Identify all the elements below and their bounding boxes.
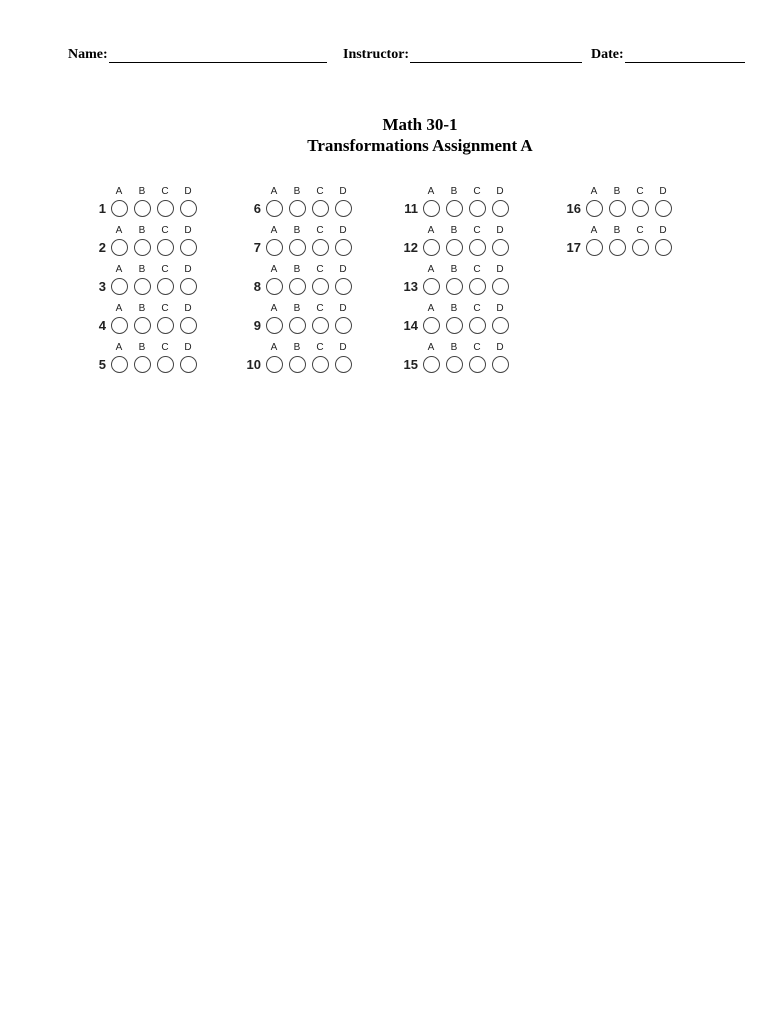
- answer-bubble-d[interactable]: [180, 317, 197, 334]
- option-letter: D: [339, 342, 347, 353]
- answer-bubble-c[interactable]: [632, 239, 649, 256]
- option-letter: A: [270, 342, 278, 353]
- option-letter: D: [659, 225, 667, 236]
- answer-bubble-c[interactable]: [312, 239, 329, 256]
- option-letter: B: [293, 186, 301, 197]
- question-number: 13: [403, 279, 418, 294]
- instructor-field: [343, 47, 582, 63]
- option-letter: C: [473, 342, 481, 353]
- course-title: Math 30-1: [382, 115, 458, 134]
- option-letter: A: [427, 264, 435, 275]
- answer-bubble-b[interactable]: [609, 200, 626, 217]
- answer-bubble-b[interactable]: [289, 278, 306, 295]
- option-letter: A: [590, 225, 598, 236]
- option-letter: A: [270, 225, 278, 236]
- option-letter: D: [184, 303, 192, 314]
- answer-bubble-b[interactable]: [609, 239, 626, 256]
- answer-bubble-a[interactable]: [266, 356, 283, 373]
- option-letter: A: [270, 186, 278, 197]
- answer-bubble-d[interactable]: [655, 200, 672, 217]
- option-letter: B: [138, 225, 146, 236]
- option-letter: A: [427, 186, 435, 197]
- answer-bubble-b[interactable]: [289, 356, 306, 373]
- answer-bubble-c[interactable]: [469, 317, 486, 334]
- option-letter: B: [293, 303, 301, 314]
- answer-bubble-b[interactable]: [446, 356, 463, 373]
- answer-bubble-c[interactable]: [469, 278, 486, 295]
- answer-bubble-a[interactable]: [423, 278, 440, 295]
- answer-bubble-d[interactable]: [492, 317, 509, 334]
- question-number: 9: [253, 318, 261, 333]
- option-letter: D: [184, 264, 192, 275]
- answer-bubble-a[interactable]: [586, 200, 603, 217]
- question-number: 6: [253, 201, 261, 216]
- option-letter: C: [161, 225, 169, 236]
- answer-bubble-c[interactable]: [157, 239, 174, 256]
- question-number: 3: [98, 279, 106, 294]
- option-letter: D: [184, 342, 192, 353]
- answer-bubble-d[interactable]: [655, 239, 672, 256]
- answer-bubble-d[interactable]: [335, 278, 352, 295]
- answer-bubble-b[interactable]: [446, 317, 463, 334]
- option-letter: A: [427, 303, 435, 314]
- answer-bubble-d[interactable]: [180, 278, 197, 295]
- answer-bubble-b[interactable]: [134, 200, 151, 217]
- option-letter: C: [316, 342, 324, 353]
- answer-bubble-d[interactable]: [180, 356, 197, 373]
- option-letter: D: [339, 264, 347, 275]
- option-letter: C: [161, 264, 169, 275]
- answer-bubble-b[interactable]: [134, 356, 151, 373]
- date-blank[interactable]: [625, 47, 745, 63]
- answer-bubble-a[interactable]: [423, 200, 440, 217]
- name-field: [68, 47, 327, 63]
- assignment-title: Transformations Assignment A: [307, 136, 533, 155]
- answer-bubble-b[interactable]: [446, 239, 463, 256]
- answer-bubble-d[interactable]: [180, 239, 197, 256]
- option-letter: A: [115, 303, 123, 314]
- answer-bubble-b[interactable]: [446, 200, 463, 217]
- option-letter: D: [339, 186, 347, 197]
- answer-bubble-a[interactable]: [266, 200, 283, 217]
- option-letter: B: [613, 225, 621, 236]
- answer-bubble-a[interactable]: [111, 317, 128, 334]
- option-letter: C: [473, 303, 481, 314]
- answer-bubble-d[interactable]: [492, 239, 509, 256]
- answer-bubble-a[interactable]: [586, 239, 603, 256]
- instructor-label: Instructor:: [343, 47, 410, 62]
- option-letter: B: [450, 264, 458, 275]
- option-letter: A: [427, 225, 435, 236]
- question-number: 17: [566, 240, 581, 255]
- option-letter: A: [270, 264, 278, 275]
- answer-bubble-b[interactable]: [289, 200, 306, 217]
- answer-bubble-c[interactable]: [469, 356, 486, 373]
- question-number: 8: [253, 279, 261, 294]
- option-letter: D: [496, 264, 504, 275]
- option-letter: C: [473, 225, 481, 236]
- answer-bubble-a[interactable]: [111, 239, 128, 256]
- option-letter: B: [450, 342, 458, 353]
- answer-bubble-d[interactable]: [492, 200, 509, 217]
- option-letter: B: [138, 264, 146, 275]
- question-number: 2: [98, 240, 106, 255]
- answer-bubble-d[interactable]: [335, 239, 352, 256]
- option-letter: A: [590, 186, 598, 197]
- answer-bubble-d[interactable]: [335, 356, 352, 373]
- option-letter: C: [473, 186, 481, 197]
- option-letter: C: [316, 225, 324, 236]
- answer-bubble-d[interactable]: [492, 278, 509, 295]
- answer-bubble-c[interactable]: [632, 200, 649, 217]
- option-letter: A: [115, 225, 123, 236]
- answer-bubble-a[interactable]: [423, 356, 440, 373]
- option-letter: B: [293, 225, 301, 236]
- answer-bubble-d[interactable]: [335, 317, 352, 334]
- answer-bubble-c[interactable]: [312, 317, 329, 334]
- answer-bubble-a[interactable]: [266, 278, 283, 295]
- question-number: 12: [403, 240, 418, 255]
- question-number: 1: [98, 201, 106, 216]
- answer-bubble-a[interactable]: [111, 200, 128, 217]
- question-number: 5: [98, 357, 106, 372]
- option-letter: A: [115, 186, 123, 197]
- option-letter: B: [450, 303, 458, 314]
- answer-bubble-a[interactable]: [423, 239, 440, 256]
- answer-bubble-b[interactable]: [134, 317, 151, 334]
- answer-bubble-b[interactable]: [289, 239, 306, 256]
- option-letter: C: [161, 342, 169, 353]
- question-number: 15: [403, 357, 418, 372]
- option-letter: C: [316, 186, 324, 197]
- option-letter: D: [184, 225, 192, 236]
- option-letter: B: [613, 186, 621, 197]
- answer-bubble-c[interactable]: [157, 200, 174, 217]
- option-letter: D: [184, 186, 192, 197]
- answer-bubble-b[interactable]: [134, 239, 151, 256]
- answer-bubble-c[interactable]: [157, 278, 174, 295]
- option-letter: B: [450, 186, 458, 197]
- answer-bubble-d[interactable]: [492, 356, 509, 373]
- date-field: [591, 47, 745, 63]
- option-letter: D: [339, 303, 347, 314]
- title-block: [0, 114, 770, 156]
- option-letter: B: [138, 303, 146, 314]
- answer-bubble-d[interactable]: [180, 200, 197, 217]
- answer-bubble-d[interactable]: [335, 200, 352, 217]
- option-letter: B: [293, 264, 301, 275]
- answer-bubble-a[interactable]: [111, 278, 128, 295]
- option-letter: C: [161, 186, 169, 197]
- answer-bubble-c[interactable]: [312, 200, 329, 217]
- question-number: 11: [404, 201, 418, 216]
- answer-bubble-a[interactable]: [423, 317, 440, 334]
- question-number: 10: [246, 357, 261, 372]
- option-letter: B: [293, 342, 301, 353]
- option-letter: B: [138, 342, 146, 353]
- date-label: Date:: [591, 47, 624, 62]
- option-letter: A: [270, 303, 278, 314]
- answer-bubble-c[interactable]: [312, 356, 329, 373]
- answer-bubble-c[interactable]: [469, 200, 486, 217]
- option-letter: C: [473, 264, 481, 275]
- option-letter: C: [636, 225, 644, 236]
- answer-bubble-a[interactable]: [111, 356, 128, 373]
- option-letter: D: [339, 225, 347, 236]
- option-letter: B: [450, 225, 458, 236]
- name-blank[interactable]: [109, 47, 327, 63]
- answer-bubble-a[interactable]: [266, 317, 283, 334]
- option-letter: C: [636, 186, 644, 197]
- instructor-blank[interactable]: [410, 47, 582, 63]
- option-letter: C: [316, 303, 324, 314]
- option-letter: D: [496, 186, 504, 197]
- option-letter: D: [659, 186, 667, 197]
- answer-bubble-a[interactable]: [266, 239, 283, 256]
- answer-bubble-c[interactable]: [312, 278, 329, 295]
- name-label: Name:: [68, 47, 108, 62]
- option-letter: A: [427, 342, 435, 353]
- answer-bubble-c[interactable]: [157, 356, 174, 373]
- answer-bubble-b[interactable]: [289, 317, 306, 334]
- question-number: 7: [253, 240, 261, 255]
- option-letter: D: [496, 303, 504, 314]
- question-number: 16: [566, 201, 581, 216]
- question-number: 4: [98, 318, 106, 333]
- option-letter: C: [316, 264, 324, 275]
- option-letter: D: [496, 342, 504, 353]
- option-letter: A: [115, 342, 123, 353]
- option-letter: B: [138, 186, 146, 197]
- option-letter: D: [496, 225, 504, 236]
- answer-bubble-c[interactable]: [469, 239, 486, 256]
- answer-bubble-b[interactable]: [446, 278, 463, 295]
- option-letter: A: [115, 264, 123, 275]
- answer-bubble-c[interactable]: [157, 317, 174, 334]
- option-letter: C: [161, 303, 169, 314]
- question-number: 14: [403, 318, 418, 333]
- answer-bubble-b[interactable]: [134, 278, 151, 295]
